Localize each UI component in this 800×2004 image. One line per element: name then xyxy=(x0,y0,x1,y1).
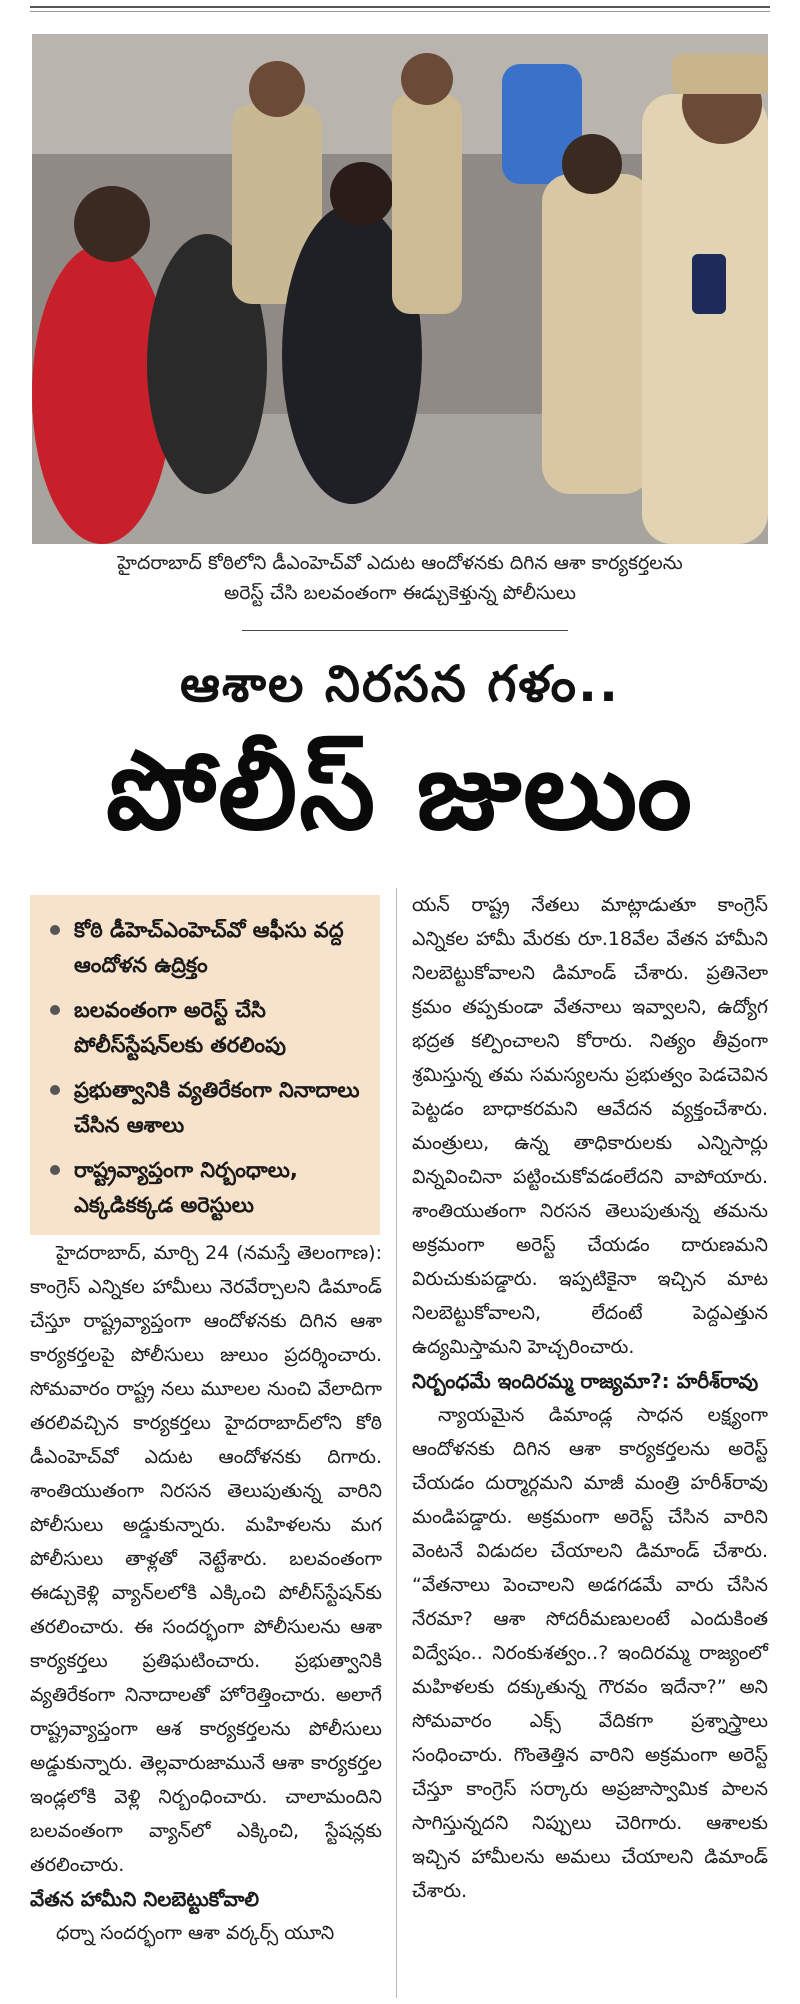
article-column-right xyxy=(412,888,768,1908)
article-paragraph: యన్ రాష్ట్ర నేతలు మాట్లాడుతూ కాంగ్రెస్ ఎన్నికల హామీ మేరకు రూ.18వేల వేతన హామీని నిలబెట్టుకోవాలని డిమాండ్ చేశారు. ప్రతినెలా క్రమం తప్పకుండా వేతనాలు ఇవ్వాలని, ఉద్యోగ భద్రత కల్పించాలని కోరారు. నిత్యం తీవ్రంగా శ్రమిస్తున్న తమ సమస్యలను ప్రభుత్వం పెడచెవిన పెట్టడం బాధాకరమని ఆవేదన వ్యక్తంచేశారు. మంత్రులు, ఉన్న తాధికారులకు ఎన్నిసార్లు విన్నవించినా పట్టించుకోవడంలేదని వాపోయారు. శాంతియుతంగా నిరసన తెలుపుతున్న తమను అక్రమంగా అరెస్ట్ చేయడం దారుణమని విరుచుకుపడ్డారు. ఇప్పటికైనా ఇచ్చిన మాట నిలబెట్టుకోవాలని, లేదంటే పెద్దఎత్తున ఉద్యమిస్తామని హెచ్చరించారు. xyxy=(412,894,768,1358)
highlight-text: బలవంతంగా అరెస్ట్ చేసి పోలీస్‌స్టేషన్‌లకు తరలింపు xyxy=(74,998,287,1057)
highlight-item xyxy=(50,993,370,1063)
column-divider xyxy=(396,888,397,1998)
article-subhead: వేతన హామీని నిలబెట్టుకోవాలి xyxy=(30,1887,260,1911)
headline-kicker: ఆశాల నిరసన గళం.. xyxy=(180,655,620,713)
article-column-left xyxy=(30,1236,382,1950)
caption-line-2: అరెస్ట్ చేసి బలవంతంగా ఈడ్చుకెళ్తున్న పోలీసులు xyxy=(224,582,576,604)
headline-main: పోలీస్ జులుం xyxy=(106,729,694,854)
highlight-item xyxy=(50,1153,370,1223)
article-subhead: నిర్బంధమే ఇందిరమ్మ రాజ్యమా?: హరీశ్‌రావు xyxy=(412,1369,759,1393)
top-rule xyxy=(30,6,770,12)
highlight-text: కోఠి డీహెచ్‌ఎంహెచ్‌వో ఆఫీసు వద్ద ఆందోళన ఉద్రిక్తం xyxy=(74,918,344,977)
highlight-text: ప్రభుత్వానికి వ్యతిరేకంగా నినాదాలు చేసిన ఆశాలు xyxy=(74,1078,360,1137)
bullet-icon xyxy=(50,1005,60,1015)
caption-divider xyxy=(242,630,568,631)
article-paragraph: న్యాయమైన డిమాండ్ల సాధన లక్ష్యంగా ఆందోళనకు దిగిన ఆశా కార్యకర్తలను అరెస్ట్ చేయడం దుర్మార్గమని మాజీ మంత్రి హరీశ్‌రావు మండిపడ్డారు. అక్రమంగా అరెస్ట్ చేసిన వారిని వెంటనే విడుదల చేయాలని డిమాండ్ చేశారు. “వేతనాలు పెంచాలని అడగడమే వారు చేసిన నేరమా? ఆశా సోదరీమణులంటే ఎందుకింత విద్వేషం.. నిరంకుశత్వం..? ఇందిరమ్మ రాజ్యంలో మహిళలకు దక్కుతున్న గౌరవం ఇదేనా?” అని సోమవారం ఎక్స్ వేదికగా ప్రశ్నాస్త్రాలు సంధించారు. గొంతెత్తిన వారిని అక్రమంగా అరెస్ట్ చేస్తూ కాంగ్రెస్ సర్కారు అప్రజాస్వామిక పాలన సాగిస్తున్నదని నిప్పులు చెరిగారు. ఆశాలకు ఇచ్చిన హామీలను అమలు చేయాలని డిమాండ్ చేశారు. xyxy=(412,1404,768,1902)
article-paragraph: హైదరాబాద్, మార్చి 24 (నమస్తే తెలంగాణ): కాంగ్రెస్ ఎన్నికల హామీలు నెరవేర్చాలని డిమాండ్ చేస్తూ రాష్ట్రవ్యాప్తంగా ఆందోళనకు దిగిన ఆశా కార్యకర్తలపై పోలీసులు జులుం ప్రదర్శించారు. సోమవారం రాష్ట్ర నలు మూలల నుంచి వేలాదిగా తరలివచ్చిన కార్యకర్తలు హైదరాబాద్‌లోని కోఠి డీఎంహెచ్‌వో ఎదుట ఆందోళనకు దిగారు. శాంతియుతంగా నిరసన తెలుపుతున్న వారిని పోలీసులు అడ్డుకున్నారు. మహిళలను మగ పోలీసులు తాళ్లతో నెట్టేశారు. బలవంతంగా ఈడ్చుకెళ్లి వ్యాన్‌లలోకి ఎక్కించి పోలీస్‌స్టేషన్‌కు తరలించారు. ఈ సందర్భంగా పోలీసులను ఆశా కార్యకర్తలు ప్రతిఘటించారు. ప్రభుత్వానికి వ్యతిరేకంగా నినాదాలతో హోరెత్తించారు. అలాగే రాష్ట్రవ్యాప్తంగా ఆశ కార్యకర్తలను పోలీసులు అడ్డుకున్నారు. తెల్లవారుజామునే ఆశా కార్యకర్తల ఇండ్లలోకి వెళ్లి నిర్బంధించారు. చాలామందిని బలవంతంగా వ్యాన్‌లో ఎక్కించి, స్టేషన్లకు తరలించారు. xyxy=(30,1242,382,1876)
highlight-item xyxy=(50,913,370,983)
highlight-text: రాష్ట్రవ్యాప్తంగా నిర్బంధాలు, ఎక్కడికక్కడ అరెస్టులు xyxy=(74,1158,298,1217)
highlights-box xyxy=(30,895,380,1235)
bullet-icon xyxy=(50,1085,60,1095)
bullet-icon xyxy=(50,925,60,935)
photo-caption xyxy=(32,548,768,608)
highlight-item xyxy=(50,1073,370,1143)
bullet-icon xyxy=(50,1165,60,1175)
protest-photo xyxy=(32,34,768,544)
protest-photo-icon xyxy=(32,34,768,544)
article-paragraph: ధర్నా సందర్భంగా ఆశా వర్కర్స్ యూని xyxy=(56,1922,335,1944)
caption-line-1: హైదరాబాద్ కోఠిలోని డీఎంహెచ్‌వో ఎదుట ఆందోళనకు దిగిన ఆశా కార్యకర్తలను xyxy=(117,552,683,574)
